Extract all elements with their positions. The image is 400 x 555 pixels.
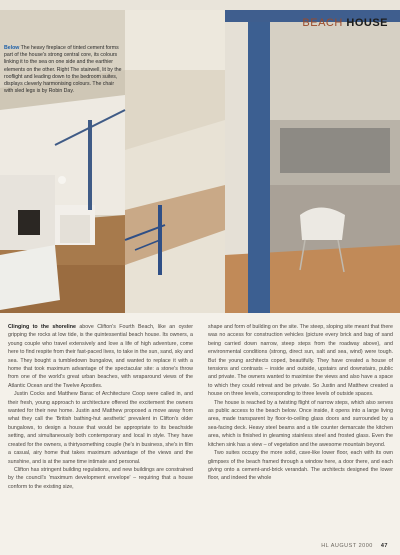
article-paragraph: Clifton has stringent building regulations, and new buildings are constrained by the council's 'maximum development envelope' – requiring that a house conform to the existing size, bbox=[8, 466, 193, 490]
article-column-2 bbox=[208, 323, 393, 483]
section-label: BEACH HOUSE bbox=[302, 17, 388, 29]
article-paragraph: Clinging to the shoreline above Clifton's Fourth Beach, like an oyster gripping the rocks at low tide, is the quintessential beach house. Its owners, a young couple who travel extensively and love a life of high adventure, come here to find respite from their fast-paced lives, to take in the sun, sand, sky and sea. They bought a tumbledown bungalow, and wanted to replace it with a home that took maximum advantage of the spectacular site: a stone's throw from one of the world's great urban beaches, with wraparound views of the Atlantic Ocean and the Twelve Apostles. bbox=[8, 324, 193, 389]
page-number: 47 bbox=[380, 543, 388, 549]
article-lead: Clinging to the shoreline bbox=[8, 324, 76, 330]
article-paragraph: shape and form of building on the site. The steep, sloping site meant that there was no access for construction vehicles (picture every brick and bag of sand being carried down narrow, steep steps from the roadway above), and environmental conditions (strong, direct sun, salt and sea, wind) were tough. But the young architects coped, beautifully. They have created a house of tensions and contrasts – inside and outside, upstairs and downstairs, public and private. The owners wanted to maximise the views and also have a space to which they could retreat and be private. So Justin and Matthew created a house on three levels, corresponding to three levels of outside spaces. bbox=[208, 324, 393, 398]
top-strip bbox=[0, 0, 400, 10]
issue-date: HL AUGUST 2000 bbox=[321, 543, 373, 549]
caption-label: Below bbox=[4, 45, 20, 51]
article-column-1 bbox=[8, 323, 193, 491]
article-paragraph: Justin Cocks and Matthew Barac of Architecture Coop were called in, and their fresh, young approach to architecture offered the excitement the owners wanted for their new home. Justin and Matthew proposed a move away from what they call the 'British bathing-hut aesthetic' prevalent in Clifton's older bungalows, to design a house that would be appropriate to its beachside setting, and simultaneously both contemporary and local in style. They have created for the owners, a thirtysomething couple (he's in business, she's in film a casual, airy home that takes maximum advantage of the views and the sunshine, and is at the same time intimate and personal. bbox=[8, 391, 193, 465]
page-footer bbox=[321, 543, 388, 549]
caption-text: The heavy fireplace of tinted cement forms part of the house's strong central core, its colours linking it to the sea on one side and the earthier elements on the other. Right The stairwell, lit by the rooflight and leading down to the bedroom suites, displays cleverly harmonising colours. The chair with sled legs is by Robin Day. bbox=[4, 45, 122, 95]
article-paragraph: The house is reached by a twisting flight of narrow steps, which also serves as public access to the beach below. Once inside, it opens into a large living area, made transparent by floor-to-ceiling glass doors and surrounded by a sea-facing deck. Heavy steel beams and a tile counter demarcate the kitchen area, which is finished in gleaming stainless steel and frosted glass. Even the kitchen sink has a view – of vegetation and the awesome mountain beyond. bbox=[208, 399, 393, 448]
photo-caption bbox=[4, 45, 122, 95]
article-paragraph: Two suites occupy the more solid, cave-like lower floor, each with its own glimpses of the beach framed through a window here, a door there, and each giving onto a cement-and-brick verandah. The architects designed the lower floor, and indeed the whole bbox=[208, 450, 393, 482]
